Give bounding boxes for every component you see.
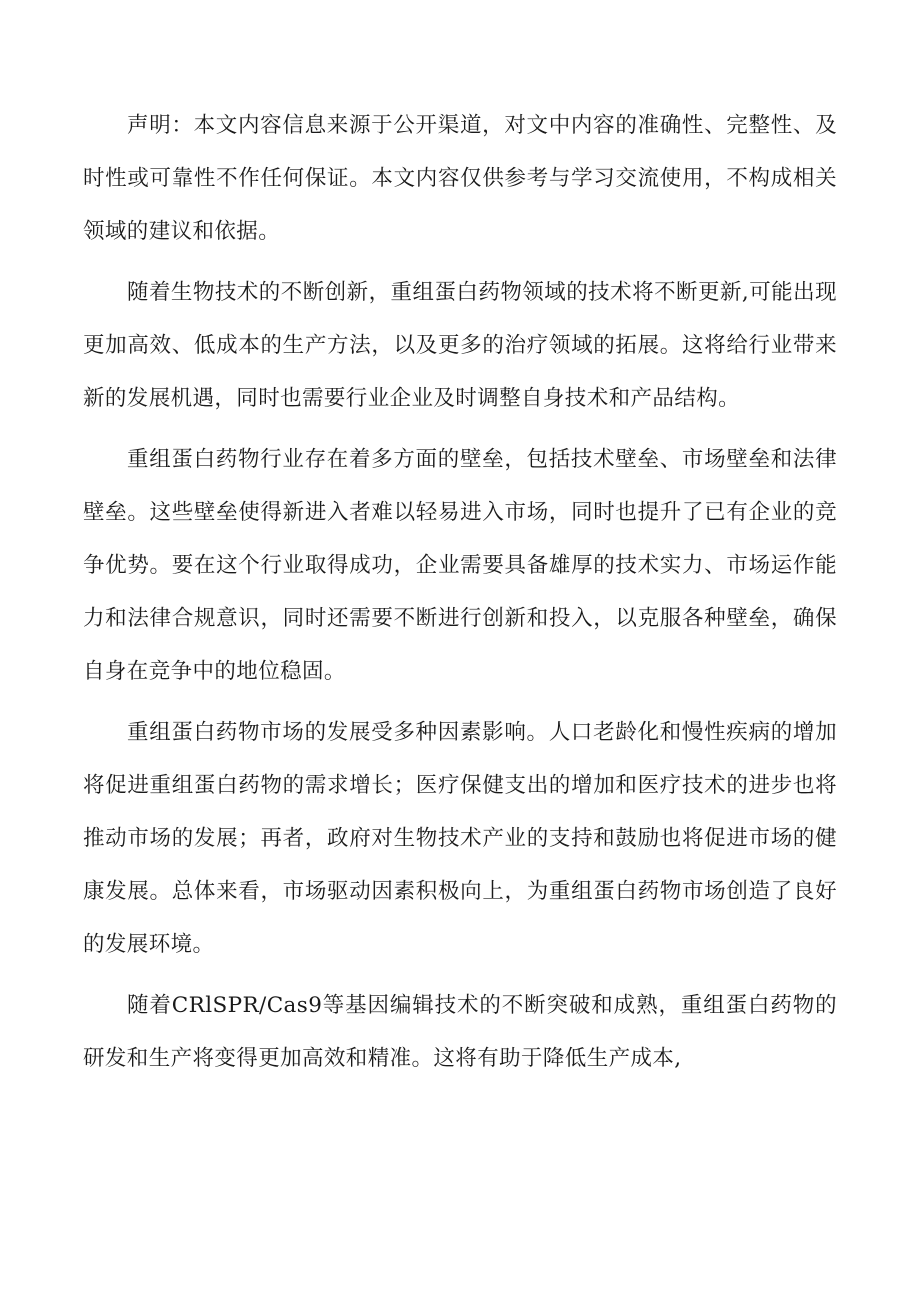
disclaimer-paragraph: 声明：本文内容信息来源于公开渠道，对文中内容的准确性、完整性、及时性或可靠性不作任何保证。本文内容仅供参考与学习交流使用，不构成相关领域的建议和依据。	[83, 113, 837, 244]
paragraph-technology-innovation: 随着生物技术的不断创新，重组蛋白药物领域的技术将不断更新,可能出现更加高效、低成本的生产方法，以及更多的治疗领域的拓展。这将给行业带来新的发展机遇，同时也需要行业企业及时调整自身技术和产品结构。	[83, 280, 837, 411]
document-body	[83, 99, 837, 1093]
paragraph-industry-barriers: 重组蛋白药物行业存在着多方面的壁垒，包括技术壁垒、市场壁垒和法律壁垒。这些壁垒使得新进入者难以轻易进入市场，同时也提升了已有企业的竞争优势。要在这个行业取得成功，企业需要具备雄厚的技术实力、市场运作能力和法律合规意识，同时还需要不断进行创新和投入，以克服各种壁垒，确保自身在竞争中的地位稳固。	[83, 447, 837, 684]
paragraph-gene-editing: 随着CRlSPR/Cas9等基因编辑技术的不断突破和成熟，重组蛋白药物的研发和生产将变得更加高效和精准。这将有助于降低生产成本,	[83, 993, 837, 1071]
paragraph-market-drivers: 重组蛋白药物市场的发展受多种因素影响。人口老龄化和慢性疾病的增加将促进重组蛋白药物的需求增长；医疗保健支出的增加和医疗技术的进步也将推动市场的发展；再者，政府对生物技术产业的支持和鼓励也将促进市场的健康发展。总体来看，市场驱动因素积极向上，为重组蛋白药物市场创造了良好的发展环境。	[83, 720, 837, 957]
